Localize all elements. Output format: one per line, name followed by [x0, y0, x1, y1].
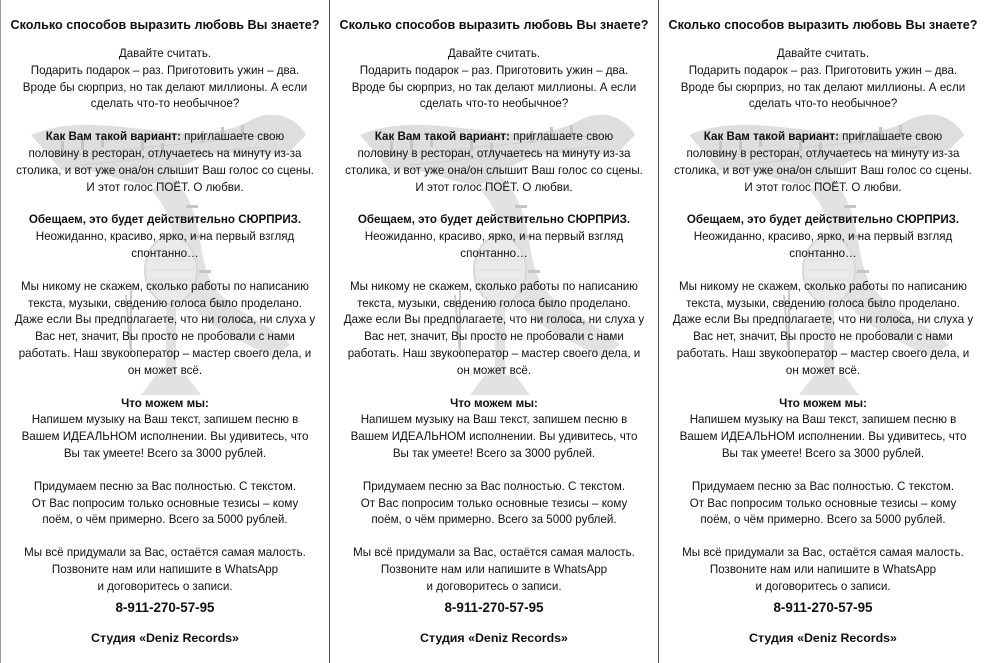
- phone-number: 8-911-270-57-95: [773, 599, 873, 615]
- headline: Сколько способов выразить любовь Вы знаете?: [339, 18, 649, 32]
- closing-paragraph: Мы всё придумали за Вас, остаётся самая малость. Позвоните нам или напишите в WhatsApp и договоритесь о записи.: [353, 546, 635, 593]
- flyer-content: [330, 0, 658, 647]
- studio-name: Студия «Deniz Records»: [91, 630, 239, 645]
- headline: Сколько способов выразить любовь Вы знаете?: [668, 18, 978, 32]
- promise-paragraph: Обещаем, это будет действительно СЮРПРИЗ. Неожиданно, красиво, ярко, и на первый взгляд спонтанно…: [686, 213, 960, 260]
- variant-paragraph: Как Вам такой вариант: приглашаете свою половину в ресторан, отлучаетесь на минуту из-за столика, и вот уже она/он слышит Ваш голос со сцены. И этот голос ПОЁТ. О любви.: [16, 130, 314, 194]
- flyer-column-1: [0, 0, 329, 663]
- offer-1: Напишем музыку на Ваш текст, запишем песню в Вашем ИДЕАЛЬНОМ исполнении. Вы удивитесь, что Вы так умеете! Всего за 3000 рублей.: [679, 413, 967, 460]
- variant-lead: Как Вам такой вариант:: [374, 130, 510, 144]
- flyer-content: [1, 0, 329, 647]
- services-title: Что можем мы:: [450, 396, 538, 410]
- intro-paragraph: Давайте считать. Подарить подарок – раз. Приготовить ужин – два. Вроде бы сюрприз, но так делают миллионы. А если сделать что-то необычное?: [680, 47, 966, 111]
- flyer-column-2: [329, 0, 658, 663]
- services-title: Что можем мы:: [121, 396, 209, 410]
- studio-name: Студия «Deniz Records»: [749, 630, 897, 645]
- studio-name: Студия «Deniz Records»: [420, 630, 568, 645]
- offer-1: Напишем музыку на Ваш текст, запишем песню в Вашем ИДЕАЛЬНОМ исполнении. Вы удивитесь, что Вы так умеете! Всего за 3000 рублей.: [21, 413, 309, 460]
- promise-paragraph: Обещаем, это будет действительно СЮРПРИЗ. Неожиданно, красиво, ярко, и на первый взгляд спонтанно…: [357, 213, 631, 260]
- promise-bold: Обещаем, это будет действительно СЮРПРИЗ.: [686, 213, 960, 227]
- phone-number: 8-911-270-57-95: [444, 599, 544, 615]
- variant-paragraph: Как Вам такой вариант: приглашаете свою половину в ресторан, отлучаетесь на минуту из-за столика, и вот уже она/он слышит Ваш голос со сцены. И этот голос ПОЁТ. О любви.: [345, 130, 643, 194]
- offer-1: Напишем музыку на Ваш текст, запишем песню в Вашем ИДЕАЛЬНОМ исполнении. Вы удивитесь, что Вы так умеете! Всего за 3000 рублей.: [350, 413, 638, 460]
- flyer-column-3: [658, 0, 987, 663]
- promise-bold: Обещаем, это будет действительно СЮРПРИЗ.: [357, 213, 631, 227]
- phone-number: 8-911-270-57-95: [115, 599, 215, 615]
- closing-paragraph: Мы всё придумали за Вас, остаётся самая малость. Позвоните нам или напишите в WhatsApp и договоритесь о записи.: [682, 546, 964, 593]
- secret-paragraph: Мы никому не скажем, сколько работы по написанию текста, музыки, сведению голоса было проделано. Даже если Вы предполагаете, что ни голоса, ни слуха у Вас нет, значит, Вы просто не пробовали с нами работать. Наш звукооператор – мастер своего дела, и он может всё.: [343, 279, 645, 377]
- promise-paragraph: Обещаем, это будет действительно СЮРПРИЗ. Неожиданно, красиво, ярко, и на первый взгляд спонтанно…: [28, 213, 302, 260]
- closing-paragraph: Мы всё придумали за Вас, остаётся самая малость. Позвоните нам или напишите в WhatsApp и договоритесь о записи.: [24, 546, 306, 593]
- variant-lead: Как Вам такой вариант:: [703, 130, 839, 144]
- flyer-content: [659, 0, 987, 647]
- variant-paragraph: Как Вам такой вариант: приглашаете свою половину в ресторан, отлучаетесь на минуту из-за столика, и вот уже она/он слышит Ваш голос со сцены. И этот голос ПОЁТ. О любви.: [674, 130, 972, 194]
- promise-bold: Обещаем, это будет действительно СЮРПРИЗ.: [28, 213, 302, 227]
- offer-2: Придумаем песню за Вас полностью. С текстом. От Вас попросим только основные тезисы – кому поём, о чём примерно. Всего за 5000 рублей.: [689, 479, 957, 527]
- intro-paragraph: Давайте считать. Подарить подарок – раз. Приготовить ужин – два. Вроде бы сюрприз, но так делают миллионы. А если сделать что-то необычное?: [351, 47, 637, 111]
- intro-paragraph: Давайте считать. Подарить подарок – раз. Приготовить ужин – два. Вроде бы сюрприз, но так делают миллионы. А если сделать что-то необычное?: [22, 47, 308, 111]
- services-title: Что можем мы:: [779, 396, 867, 410]
- offer-2: Придумаем песню за Вас полностью. С текстом. От Вас попросим только основные тезисы – кому поём, о чём примерно. Всего за 5000 рублей.: [31, 479, 299, 527]
- variant-lead: Как Вам такой вариант:: [45, 130, 181, 144]
- secret-paragraph: Мы никому не скажем, сколько работы по написанию текста, музыки, сведению голоса было проделано. Даже если Вы предполагаете, что ни голоса, ни слуха у Вас нет, значит, Вы просто не пробовали с нами работать. Наш звукооператор – мастер своего дела, и он может всё.: [672, 279, 974, 377]
- headline: Сколько способов выразить любовь Вы знаете?: [10, 18, 320, 32]
- offer-2: Придумаем песню за Вас полностью. С текстом. От Вас попросим только основные тезисы – кому поём, о чём примерно. Всего за 5000 рублей.: [360, 479, 628, 527]
- secret-paragraph: Мы никому не скажем, сколько работы по написанию текста, музыки, сведению голоса было проделано. Даже если Вы предполагаете, что ни голоса, ни слуха у Вас нет, значит, Вы просто не пробовали с нами работать. Наш звукооператор – мастер своего дела, и он может всё.: [14, 279, 316, 377]
